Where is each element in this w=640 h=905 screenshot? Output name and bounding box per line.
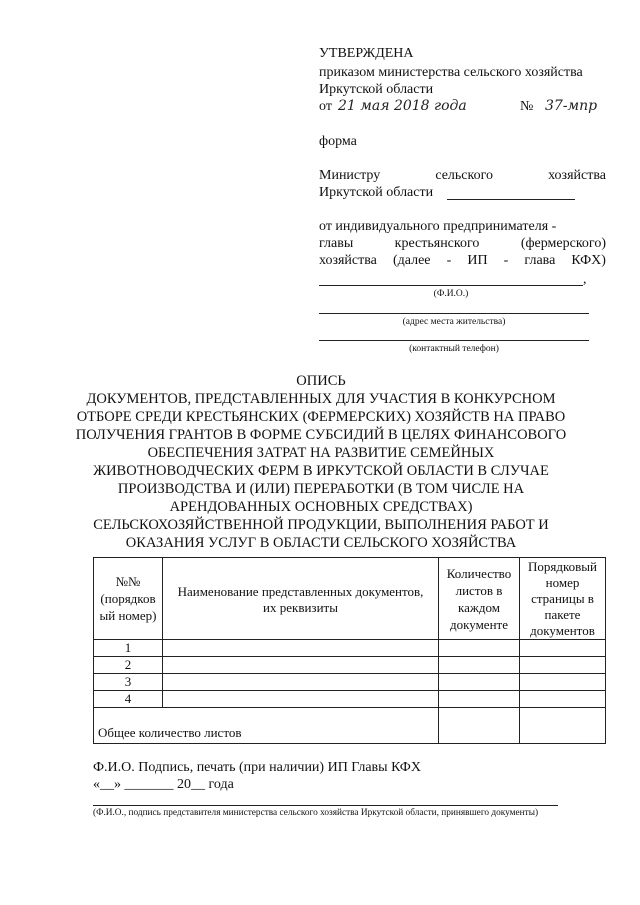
- sender-line1: от индивидуального предпринимателя -: [319, 219, 557, 234]
- receiver-blank: [93, 805, 558, 806]
- row-number: 1: [94, 640, 163, 657]
- total-label: Общее количество листов: [94, 708, 439, 744]
- date-line: «__» _______ 20__ года: [93, 777, 234, 792]
- col-header-page: Порядковый номер страницы в пакете документов: [520, 558, 606, 640]
- fio-caption: (Ф.И.О.): [433, 289, 469, 299]
- table-row: [94, 691, 606, 708]
- col-header-sheets: Количество листов в каждом документе: [439, 558, 520, 640]
- sender-line2: [319, 236, 606, 252]
- sender-word: хозяйства: [319, 253, 377, 268]
- title-line: ОБЕСПЕЧЕНИЯ ЗАТРАТ НА РАЗВИТИЕ СЕМЕЙНЫХ: [147, 445, 495, 461]
- table-total-row: [94, 708, 606, 744]
- fio-comma: ,: [583, 272, 587, 287]
- table-cell: [520, 640, 606, 657]
- table-cell: [439, 708, 520, 744]
- approval-date-handwritten: 21 мая 2018 года: [338, 98, 467, 114]
- signature-line: Ф.И.О. Подпись, печать (при наличии) ИП Главы КФХ: [93, 760, 421, 775]
- document-title: [60, 372, 582, 552]
- table-row: [94, 674, 606, 691]
- addressee-word: Министру: [319, 168, 381, 183]
- form-label: форма: [319, 134, 357, 149]
- title-line: АРЕНДОВАННЫХ ОСНОВНЫХ СРЕДСТВАХ): [169, 499, 473, 515]
- row-number: 3: [94, 674, 163, 691]
- table-cell: [439, 640, 520, 657]
- sender-word: (далее: [392, 253, 431, 268]
- table-cell: [163, 657, 439, 674]
- addressee-word: хозяйства: [548, 168, 606, 183]
- sender-word: ИП: [467, 253, 488, 268]
- addressee-blank: [447, 199, 575, 200]
- row-number: 2: [94, 657, 163, 674]
- table-row: [94, 640, 606, 657]
- address-blank: [319, 313, 589, 314]
- receiver-caption: (Ф.И.О., подпись представителя министерства сельского хозяйства Иркутской области, принявшего документы): [93, 808, 539, 818]
- title-line: ДОКУМЕНТОВ, ПРЕДСТАВЛЕННЫХ ДЛЯ УЧАСТИЯ В КОНКУРСНОМ: [86, 391, 556, 407]
- sender-word: КФХ): [571, 253, 606, 268]
- sender-word: крестьянского: [394, 236, 480, 251]
- table-header-row: [94, 558, 606, 640]
- col-header-name: Наименование представленных документов, их реквизиты: [163, 558, 439, 640]
- table-cell: [439, 674, 520, 691]
- table-cell: [520, 691, 606, 708]
- table-cell: [163, 691, 439, 708]
- sender-word: (фермерского): [520, 236, 606, 251]
- approval-date-prefix: от: [319, 99, 332, 114]
- table-cell: [520, 708, 606, 744]
- title-line: ЖИВОТНОВОДЧЕСКИХ ФЕРМ В ИРКУТСКОЙ ОБЛАСТИ В СЛУЧАЕ: [93, 463, 549, 479]
- table-cell: [163, 640, 439, 657]
- addressee-word: сельского: [435, 168, 493, 183]
- table-cell: [520, 674, 606, 691]
- approval-number-prefix: №: [520, 99, 534, 114]
- fio-blank: [319, 285, 583, 286]
- col-header-number: №№ (порядков ый номер): [94, 558, 163, 640]
- addressee-line1: [319, 168, 606, 184]
- sender-line3: [319, 253, 606, 269]
- documents-table: [93, 557, 606, 744]
- title-line: ПРОИЗВОДСТВА И (ИЛИ) ПЕРЕРАБОТКИ (В ТОМ ЧИСЛЕ НА: [117, 481, 525, 497]
- address-caption: (адрес места жительства): [402, 317, 506, 327]
- table-row: [94, 657, 606, 674]
- table-cell: [439, 691, 520, 708]
- table-cell: [163, 674, 439, 691]
- approval-order-line: приказом министерства сельского хозяйства: [319, 65, 583, 80]
- approval-number-handwritten: 37-мпр: [545, 98, 598, 114]
- addressee-line2: Иркутской области: [319, 185, 434, 200]
- title-line: ОТБОРЕ СРЕДИ КРЕСТЬЯНСКИХ (ФЕРМЕРСКИХ) ХОЗЯЙСТВ НА ПРАВО: [76, 409, 566, 425]
- title-line: ПОЛУЧЕНИЯ ГРАНТОВ В ФОРМЕ СУБСИДИЙ В ЦЕЛЯХ ФИНАНСОВОГО: [75, 427, 567, 443]
- table-cell: [520, 657, 606, 674]
- sender-word: глава: [524, 253, 556, 268]
- title-line: ОКАЗАНИЯ УСЛУГ В ОБЛАСТИ СЕЛЬСКОГО ХОЗЯЙСТВА: [125, 535, 517, 551]
- phone-blank: [319, 340, 589, 341]
- approval-region-line: Иркутской области: [319, 82, 434, 97]
- title-line: СЕЛЬСКОХОЗЯЙСТВЕННОЙ ПРОДУКЦИИ, ВЫПОЛНЕНИЯ РАБОТ И: [93, 517, 549, 533]
- sender-word: -: [446, 253, 452, 268]
- title-line: ОПИСЬ: [296, 373, 346, 389]
- table-cell: [439, 657, 520, 674]
- phone-caption: (контактный телефон): [409, 344, 499, 354]
- sender-word: главы: [319, 236, 354, 251]
- row-number: 4: [94, 691, 163, 708]
- sender-word: -: [503, 253, 509, 268]
- approval-heading: УТВЕРЖДЕНА: [319, 46, 414, 61]
